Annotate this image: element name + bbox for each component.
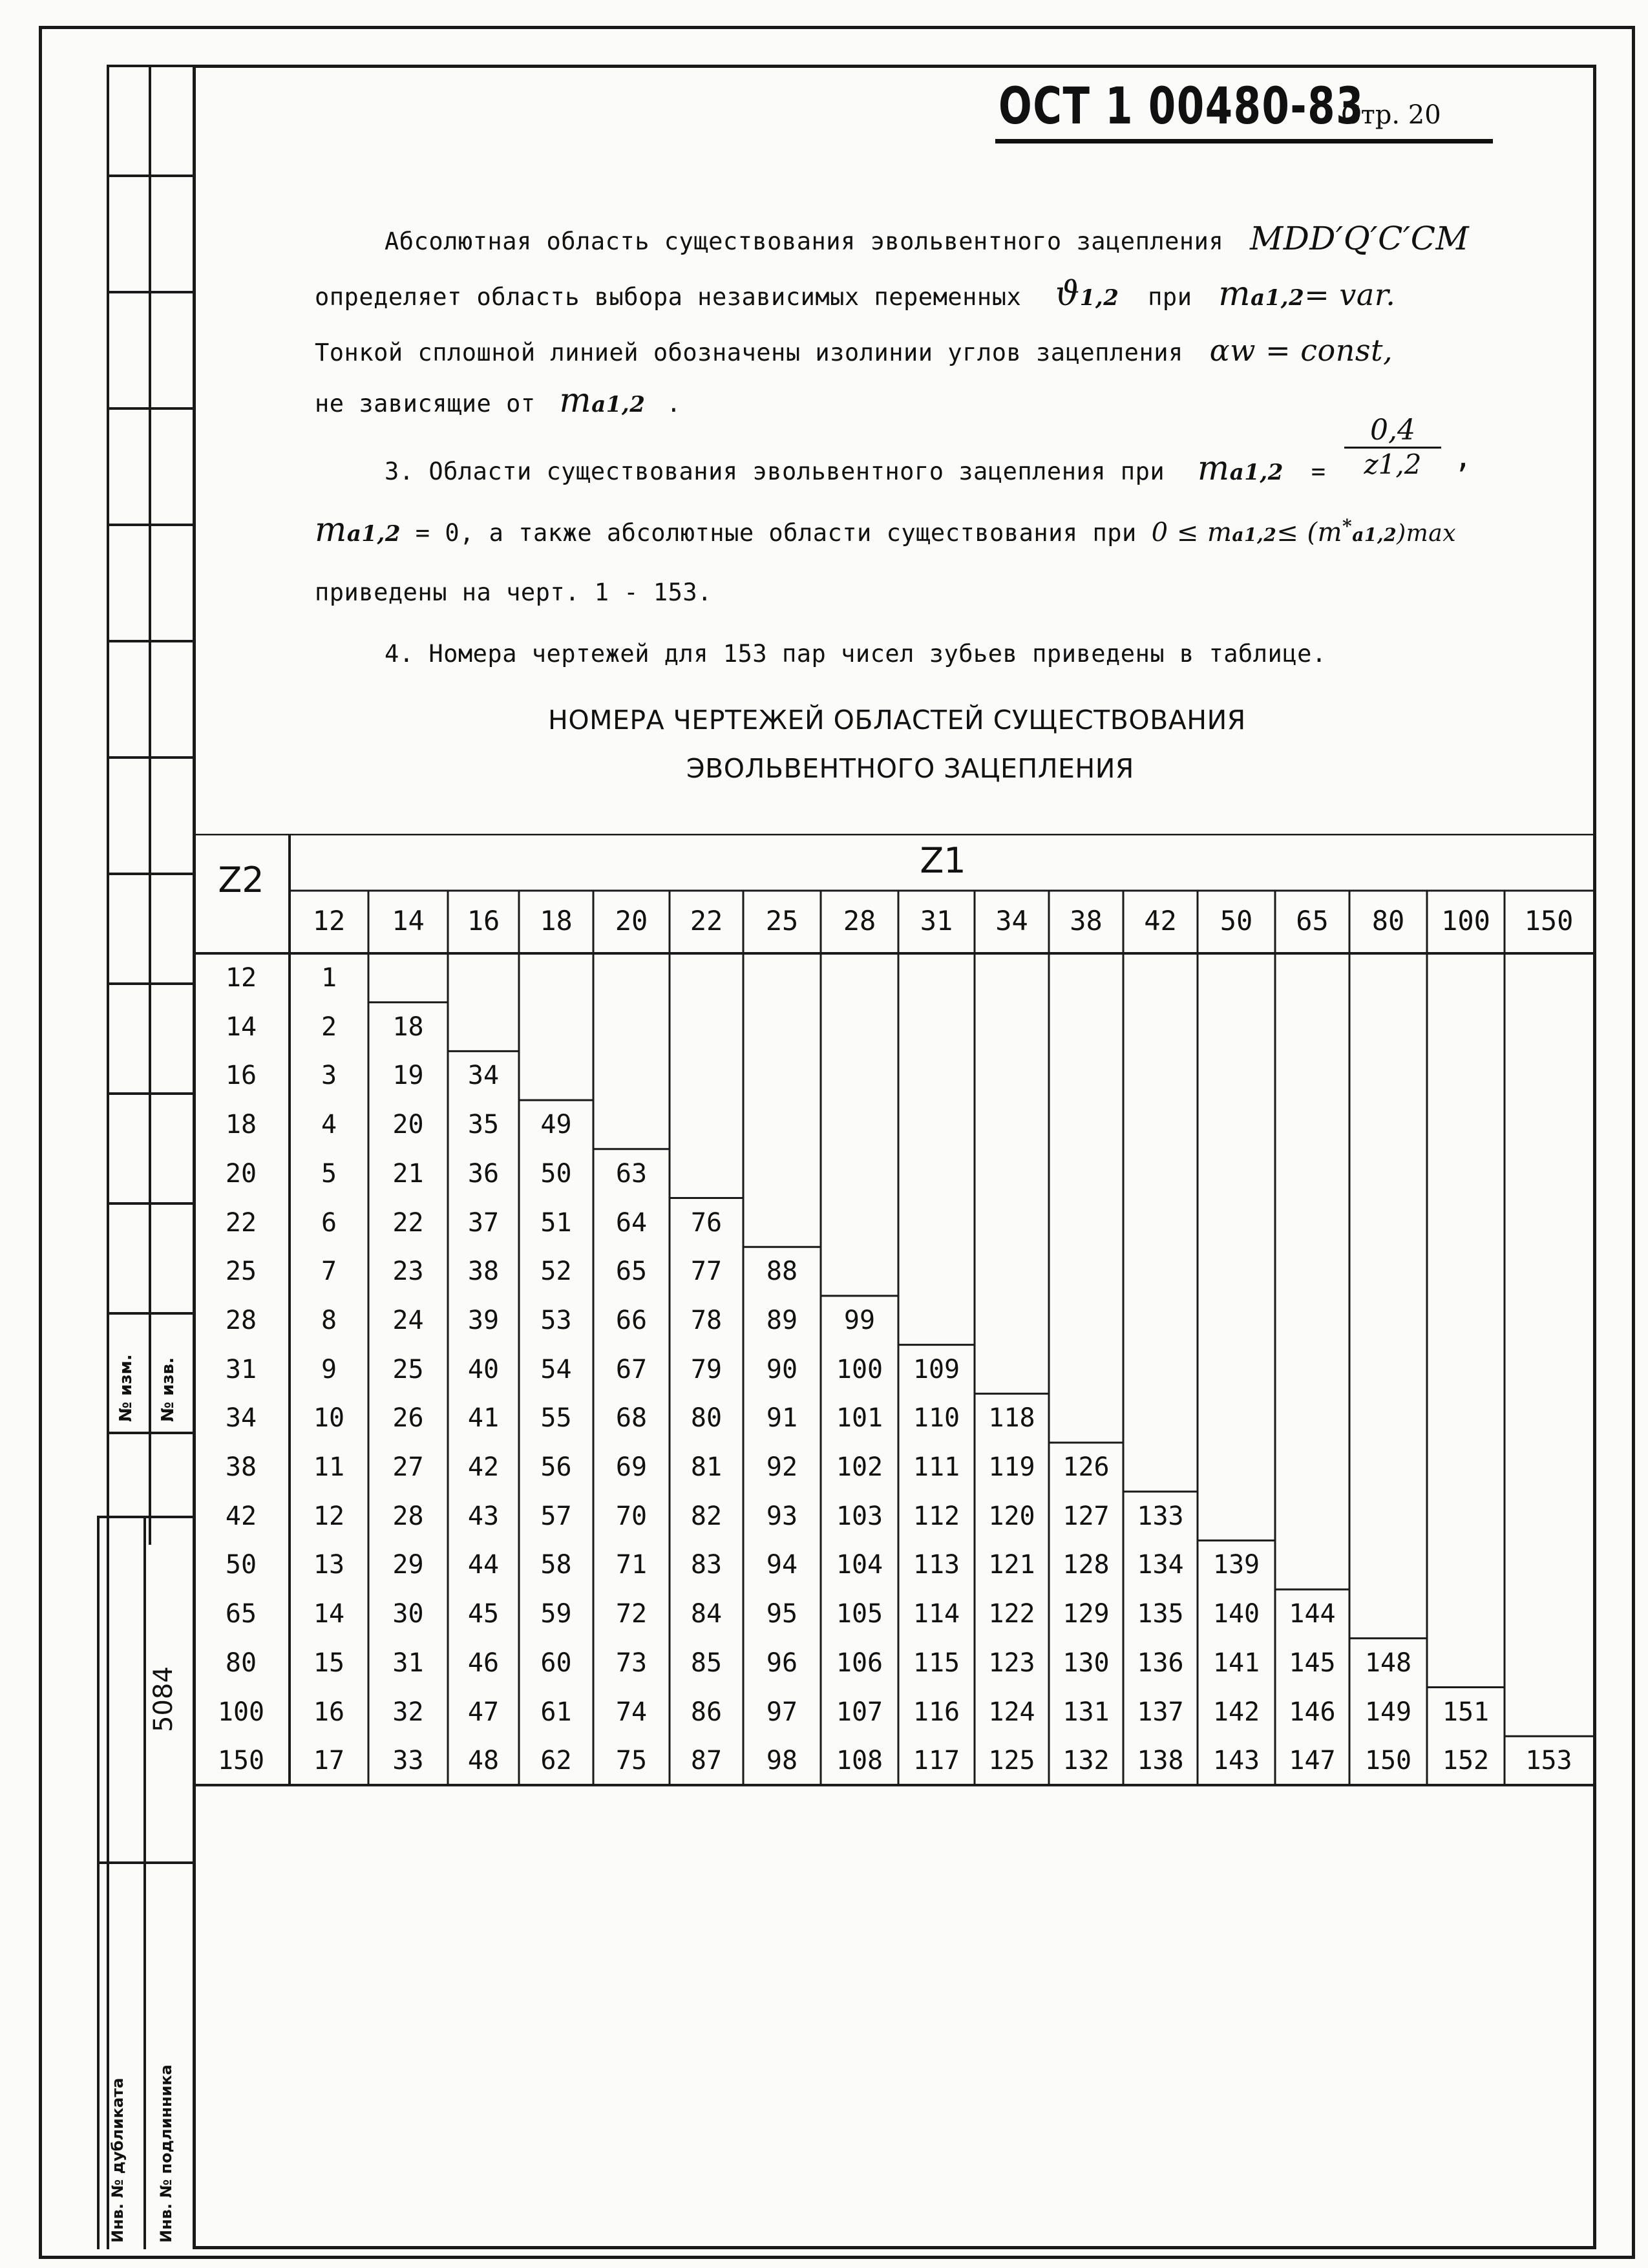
drawing-number-cell: 47 [467, 1697, 500, 1727]
drawing-number-cell: 126 [1062, 1452, 1110, 1482]
drawing-number-cell: 60 [540, 1648, 572, 1678]
drawing-number-cell: 57 [540, 1501, 572, 1531]
drawing-number-cell: 119 [988, 1452, 1035, 1482]
drawing-number-cell: 88 [766, 1256, 798, 1287]
drawing-number-cell: 32 [392, 1697, 424, 1727]
z2-row-label: 100 [217, 1697, 265, 1727]
drawing-number-cell: 64 [615, 1207, 648, 1238]
drawing-number-cell: 85 [690, 1648, 723, 1678]
formula: ≤ (m [1276, 518, 1343, 547]
doc-number: ОСТ 1 00480-83 [998, 78, 1364, 136]
drawing-number-cell: 38 [467, 1256, 500, 1287]
drawing-number-cell: 83 [690, 1550, 723, 1580]
sidebar-line [107, 1312, 193, 1315]
drawing-number-cell: 98 [766, 1746, 798, 1776]
z1-column-label: 25 [765, 905, 799, 937]
drawing-number-cell: 53 [540, 1305, 572, 1335]
drawing-number-cell: 94 [766, 1550, 798, 1580]
drawing-number-cell: 28 [392, 1501, 424, 1531]
drawing-number-cell: 67 [615, 1354, 648, 1384]
formula: m [315, 511, 347, 549]
drawing-number-cell: 58 [540, 1550, 572, 1580]
table-title-line-2: ЭВОЛЬВЕНТНОГО ЗАЦЕПЛЕНИЯ [686, 753, 1134, 784]
drawing-number-cell: 120 [988, 1501, 1035, 1531]
paragraph-1-line-2 [315, 275, 1395, 313]
drawing-number-cell: 14 [313, 1599, 345, 1629]
drawing-number-cell: 51 [540, 1207, 572, 1238]
drawing-number-cell: 3 [321, 1061, 337, 1091]
drawing-number-cell: 118 [988, 1403, 1035, 1434]
drawing-number-cell: 89 [766, 1305, 798, 1335]
drawing-number-cell: 16 [313, 1697, 345, 1727]
symbol: ϑ [1055, 275, 1080, 313]
drawing-number-cell: 134 [1137, 1550, 1184, 1580]
subscript: a1,2 [591, 392, 646, 418]
drawing-number-cell: 27 [392, 1452, 424, 1482]
z1-column-label: 34 [995, 905, 1028, 937]
paragraph-3-line-1 [385, 449, 1326, 488]
formula: m [559, 381, 592, 420]
z2-row-label: 34 [225, 1403, 257, 1434]
drawing-number-cell: 140 [1212, 1599, 1260, 1629]
drawing-number-cell: 129 [1062, 1599, 1110, 1629]
drawing-number-cell: 105 [836, 1599, 883, 1629]
drawing-number-cell: 78 [690, 1305, 723, 1335]
sidebar-line [107, 65, 193, 67]
sidebar-divider-outer [97, 1516, 100, 2249]
subscript: a1,2 [1352, 524, 1397, 546]
drawing-number-cell: 139 [1212, 1550, 1260, 1580]
equals: = [1311, 458, 1326, 485]
drawing-number-cell: 22 [392, 1207, 424, 1238]
drawing-number-cell: 136 [1137, 1648, 1184, 1678]
z1-column-label: 22 [690, 905, 723, 937]
z2-header: Z2 [218, 860, 264, 900]
drawing-number-cell: 110 [913, 1403, 960, 1434]
drawing-number-cell: 73 [615, 1648, 648, 1678]
z1-header: Z1 [920, 840, 966, 881]
drawing-number-cell: 132 [1062, 1746, 1110, 1776]
drawing-number-cell: 66 [615, 1305, 648, 1335]
table-text-layer [193, 834, 1596, 1816]
sidebar-divider-left [107, 65, 109, 2249]
paragraph-4-line-1: 4. Номера чертежей для 153 пар чисел зубьев приведены в таблице. [385, 640, 1327, 668]
sidebar-line [107, 1432, 193, 1434]
drawing-number-cell: 149 [1364, 1697, 1412, 1727]
drawing-number-cell: 36 [467, 1158, 500, 1189]
drawing-number-cell: 20 [392, 1110, 424, 1140]
drawing-number-cell: 29 [392, 1550, 424, 1580]
drawing-number-cell: 100 [836, 1354, 883, 1384]
subscript: a1,2 [1229, 460, 1284, 485]
drawing-number-cell: 96 [766, 1648, 798, 1678]
text: . [666, 390, 681, 418]
sidebar-line [97, 1516, 193, 1518]
drawing-number-cell: 71 [615, 1550, 648, 1580]
drawing-number-cell: 18 [392, 1012, 424, 1042]
sidebar-line [107, 873, 193, 875]
z2-row-label: 12 [225, 963, 257, 993]
drawing-number-cell: 131 [1062, 1697, 1110, 1727]
sidebar-izm-label: № изм. [116, 1354, 136, 1422]
drawing-number-cell: 122 [988, 1599, 1035, 1629]
drawing-number-cell: 42 [467, 1452, 500, 1482]
z2-row-label: 80 [225, 1648, 257, 1678]
drawing-number-cell: 133 [1137, 1501, 1184, 1531]
drawing-number-cell: 148 [1364, 1648, 1412, 1678]
drawing-number-cell: 144 [1289, 1599, 1336, 1629]
z2-row-label: 20 [225, 1158, 257, 1189]
sidebar-number: 5084 [149, 1666, 178, 1732]
drawing-number-cell: 65 [615, 1256, 648, 1287]
drawing-number-cell: 93 [766, 1501, 798, 1531]
sidebar-line [107, 291, 193, 293]
drawing-number-cell: 68 [615, 1403, 648, 1434]
drawing-number-cell: 123 [988, 1648, 1035, 1678]
drawing-number-cell: 5 [321, 1158, 337, 1189]
subscript: 1,2 [1079, 285, 1119, 311]
z2-row-label: 42 [225, 1501, 257, 1531]
paragraph-3-line-2 [315, 511, 1456, 549]
z1-column-label: 12 [312, 905, 346, 937]
drawing-number-cell: 63 [615, 1158, 648, 1189]
drawing-number-cell: 39 [467, 1305, 500, 1335]
drawing-number-cell: 40 [467, 1354, 500, 1384]
drawing-number-cell: 48 [467, 1746, 500, 1776]
drawing-number-cell: 44 [467, 1550, 500, 1580]
subscript: a1,2 [1232, 524, 1277, 546]
text: = 0, а также абсолютные области существования при [415, 519, 1137, 547]
z2-row-label: 25 [225, 1256, 257, 1287]
drawing-number-cell: 147 [1289, 1746, 1336, 1776]
z2-row-label: 50 [225, 1550, 257, 1580]
drawing-number-cell: 12 [313, 1501, 345, 1531]
drawing-number-table [193, 834, 1596, 1816]
drawing-number-cell: 59 [540, 1599, 572, 1629]
formula: )max [1397, 520, 1457, 547]
drawing-number-cell: 101 [836, 1403, 883, 1434]
drawing-number-cell: 87 [690, 1746, 723, 1776]
drawing-number-cell: 143 [1212, 1746, 1260, 1776]
fraction-numerator: 0,4 [1344, 414, 1441, 449]
drawing-number-cell: 128 [1062, 1550, 1110, 1580]
superscript: * [1342, 515, 1353, 537]
drawing-number-cell: 142 [1212, 1697, 1260, 1727]
z1-column-label: 50 [1220, 905, 1253, 937]
drawing-number-cell: 146 [1289, 1697, 1336, 1727]
drawing-number-cell: 151 [1442, 1697, 1490, 1727]
drawing-number-cell: 50 [540, 1158, 572, 1189]
drawing-number-cell: 113 [913, 1550, 960, 1580]
z1-column-label: 20 [615, 905, 648, 937]
z1-column-label: 42 [1144, 905, 1177, 937]
formula: m [1218, 275, 1251, 313]
drawing-number-cell: 124 [988, 1697, 1035, 1727]
drawing-number-cell: 43 [467, 1501, 500, 1531]
formula: 0 ≤ m [1151, 518, 1232, 547]
drawing-number-cell: 75 [615, 1746, 648, 1776]
text: при [1148, 283, 1192, 311]
sidebar-line [107, 175, 193, 177]
drawing-number-cell: 9 [321, 1354, 337, 1384]
sidebar-line [107, 407, 193, 410]
drawing-number-cell: 117 [913, 1746, 960, 1776]
drawing-number-cell: 49 [540, 1110, 572, 1140]
subscript: a1,2 [1251, 285, 1305, 311]
z1-column-label: 28 [843, 905, 876, 937]
z2-row-label: 18 [225, 1110, 257, 1140]
paragraph-3-line-3: приведены на черт. 1 - 153. [315, 578, 712, 606]
z1-column-label: 18 [540, 905, 573, 937]
drawing-number-cell: 79 [690, 1354, 723, 1384]
drawing-number-cell: 2 [321, 1012, 337, 1042]
z2-row-label: 31 [225, 1354, 257, 1384]
drawing-number-cell: 137 [1137, 1697, 1184, 1727]
z2-row-label: 22 [225, 1207, 257, 1238]
drawing-number-cell: 82 [690, 1501, 723, 1531]
drawing-number-cell: 56 [540, 1452, 572, 1482]
sidebar-line [107, 1202, 193, 1205]
drawing-number-cell: 23 [392, 1256, 424, 1287]
drawing-number-cell: 135 [1137, 1599, 1184, 1629]
drawing-number-cell: 4 [321, 1110, 337, 1140]
formula: MDD′Q′C′CM [1250, 220, 1470, 257]
drawing-number-cell: 33 [392, 1746, 424, 1776]
drawing-number-cell: 77 [690, 1256, 723, 1287]
z2-row-label: 65 [225, 1599, 257, 1629]
sidebar-line [107, 982, 193, 985]
drawing-number-cell: 21 [392, 1158, 424, 1189]
drawing-number-cell: 52 [540, 1256, 572, 1287]
drawing-number-cell: 116 [913, 1697, 960, 1727]
drawing-number-cell: 69 [615, 1452, 648, 1482]
paragraph-1-line-3 [315, 333, 1393, 368]
drawing-number-cell: 92 [766, 1452, 798, 1482]
z2-row-label: 28 [225, 1305, 257, 1335]
drawing-number-cell: 86 [690, 1697, 723, 1727]
drawing-number-cell: 26 [392, 1403, 424, 1434]
drawing-number-cell: 104 [836, 1550, 883, 1580]
drawing-number-cell: 112 [913, 1501, 960, 1531]
text: Абсолютная область существования эвольвентного зацепления [385, 228, 1224, 255]
drawing-number-cell: 111 [913, 1452, 960, 1482]
fraction-tail: , [1454, 440, 1473, 474]
drawing-number-cell: 121 [988, 1550, 1035, 1580]
sidebar-line [107, 756, 193, 759]
drawing-number-cell: 25 [392, 1354, 424, 1384]
fraction-denominator: z1,2 [1364, 449, 1422, 480]
subscript: a1,2 [346, 521, 401, 547]
drawing-number-cell: 34 [467, 1061, 500, 1091]
drawing-number-cell: 7 [321, 1256, 337, 1287]
drawing-number-cell: 138 [1137, 1746, 1184, 1776]
paragraph-1-line-4 [315, 381, 681, 420]
drawing-number-cell: 141 [1212, 1648, 1260, 1678]
drawing-number-cell: 115 [913, 1648, 960, 1678]
z2-row-label: 38 [225, 1452, 257, 1482]
drawing-number-cell: 152 [1442, 1746, 1490, 1776]
drawing-number-cell: 6 [321, 1207, 337, 1238]
drawing-number-cell: 55 [540, 1403, 572, 1434]
drawing-number-cell: 15 [313, 1648, 345, 1678]
drawing-number-cell: 17 [313, 1746, 345, 1776]
paragraph-1-line-1 [385, 220, 1469, 257]
drawing-number-cell: 8 [321, 1305, 337, 1335]
text: 3. Области существования эвольвентного зацепления при [385, 458, 1165, 485]
drawing-number-cell: 35 [467, 1110, 500, 1140]
sidebar-podl-label: Инв. № подлинника [157, 2064, 175, 2243]
drawing-number-cell: 90 [766, 1354, 798, 1384]
drawing-number-cell: 127 [1062, 1501, 1110, 1531]
drawing-number-cell: 130 [1062, 1648, 1110, 1678]
z1-column-label: 65 [1296, 905, 1329, 937]
drawing-number-cell: 114 [913, 1599, 960, 1629]
z2-row-label: 14 [225, 1012, 257, 1042]
drawing-number-cell: 91 [766, 1403, 798, 1434]
z1-column-label: 14 [392, 905, 425, 937]
z1-column-label: 150 [1524, 905, 1574, 937]
drawing-number-cell: 46 [467, 1648, 500, 1678]
drawing-number-cell: 108 [836, 1746, 883, 1776]
title-rule [995, 139, 1493, 143]
drawing-number-cell: 84 [690, 1599, 723, 1629]
drawing-number-cell: 19 [392, 1061, 424, 1091]
drawing-number-cell: 54 [540, 1354, 572, 1384]
text: Тонкой сплошной линией обозначены изолинии углов зацепления [315, 339, 1183, 366]
drawing-number-cell: 106 [836, 1648, 883, 1678]
drawing-number-cell: 81 [690, 1452, 723, 1482]
drawing-number-cell: 95 [766, 1599, 798, 1629]
drawing-number-cell: 1 [321, 963, 337, 993]
drawing-number-cell: 24 [392, 1305, 424, 1335]
drawing-number-cell: 37 [467, 1207, 500, 1238]
z2-row-label: 150 [217, 1746, 265, 1776]
sidebar-line [107, 1092, 193, 1095]
drawing-number-cell: 97 [766, 1697, 798, 1727]
drawing-number-cell: 153 [1525, 1746, 1572, 1776]
page-label: Стр. 20 [1341, 100, 1441, 130]
drawing-number-cell: 125 [988, 1746, 1035, 1776]
sidebar-line [97, 1861, 193, 1864]
drawing-number-cell: 31 [392, 1648, 424, 1678]
fraction [1344, 414, 1441, 480]
drawing-number-cell: 76 [690, 1207, 723, 1238]
drawing-number-cell: 41 [467, 1403, 500, 1434]
drawing-number-cell: 70 [615, 1501, 648, 1531]
drawing-number-cell: 150 [1364, 1746, 1412, 1776]
sidebar-izv-label: № изв. [158, 1357, 178, 1422]
drawing-number-cell: 30 [392, 1599, 424, 1629]
z1-column-label: 16 [467, 905, 500, 937]
drawing-number-cell: 102 [836, 1452, 883, 1482]
drawing-number-cell: 72 [615, 1599, 648, 1629]
drawing-number-cell: 109 [913, 1354, 960, 1384]
drawing-number-cell: 99 [843, 1305, 876, 1335]
sidebar-line [107, 640, 193, 642]
z1-column-label: 80 [1371, 905, 1405, 937]
text: не зависящие от [315, 390, 536, 418]
table-title-line-1: НОМЕРА ЧЕРТЕЖЕЙ ОБЛАСТЕЙ СУЩЕСТВОВАНИЯ [548, 705, 1246, 736]
drawing-number-cell: 145 [1289, 1648, 1336, 1678]
drawing-number-cell: 61 [540, 1697, 572, 1727]
drawing-number-cell: 13 [313, 1550, 345, 1580]
drawing-number-cell: 80 [690, 1403, 723, 1434]
drawing-number-cell: 45 [467, 1599, 500, 1629]
z1-column-label: 100 [1441, 905, 1490, 937]
formula: m [1197, 449, 1230, 488]
sidebar-divider-right-lower [143, 1516, 146, 2249]
formula: αw = const, [1209, 333, 1393, 368]
z1-column-label: 38 [1070, 905, 1103, 937]
z1-column-label: 31 [920, 905, 953, 937]
drawing-number-cell: 74 [615, 1697, 648, 1727]
drawing-number-cell: 11 [313, 1452, 345, 1482]
formula-tail: = var. [1304, 277, 1396, 312]
drawing-number-cell: 103 [836, 1501, 883, 1531]
sidebar-line [107, 524, 193, 526]
text: определяет область выбора независимых переменных [315, 283, 1022, 311]
drawing-number-cell: 10 [313, 1403, 345, 1434]
drawing-number-cell: 62 [540, 1746, 572, 1776]
z2-row-label: 16 [225, 1061, 257, 1091]
sidebar-divider-right [149, 65, 151, 1545]
drawing-number-cell: 107 [836, 1697, 883, 1727]
sidebar-dubl-label: Инв. № дубликата [109, 2077, 127, 2243]
